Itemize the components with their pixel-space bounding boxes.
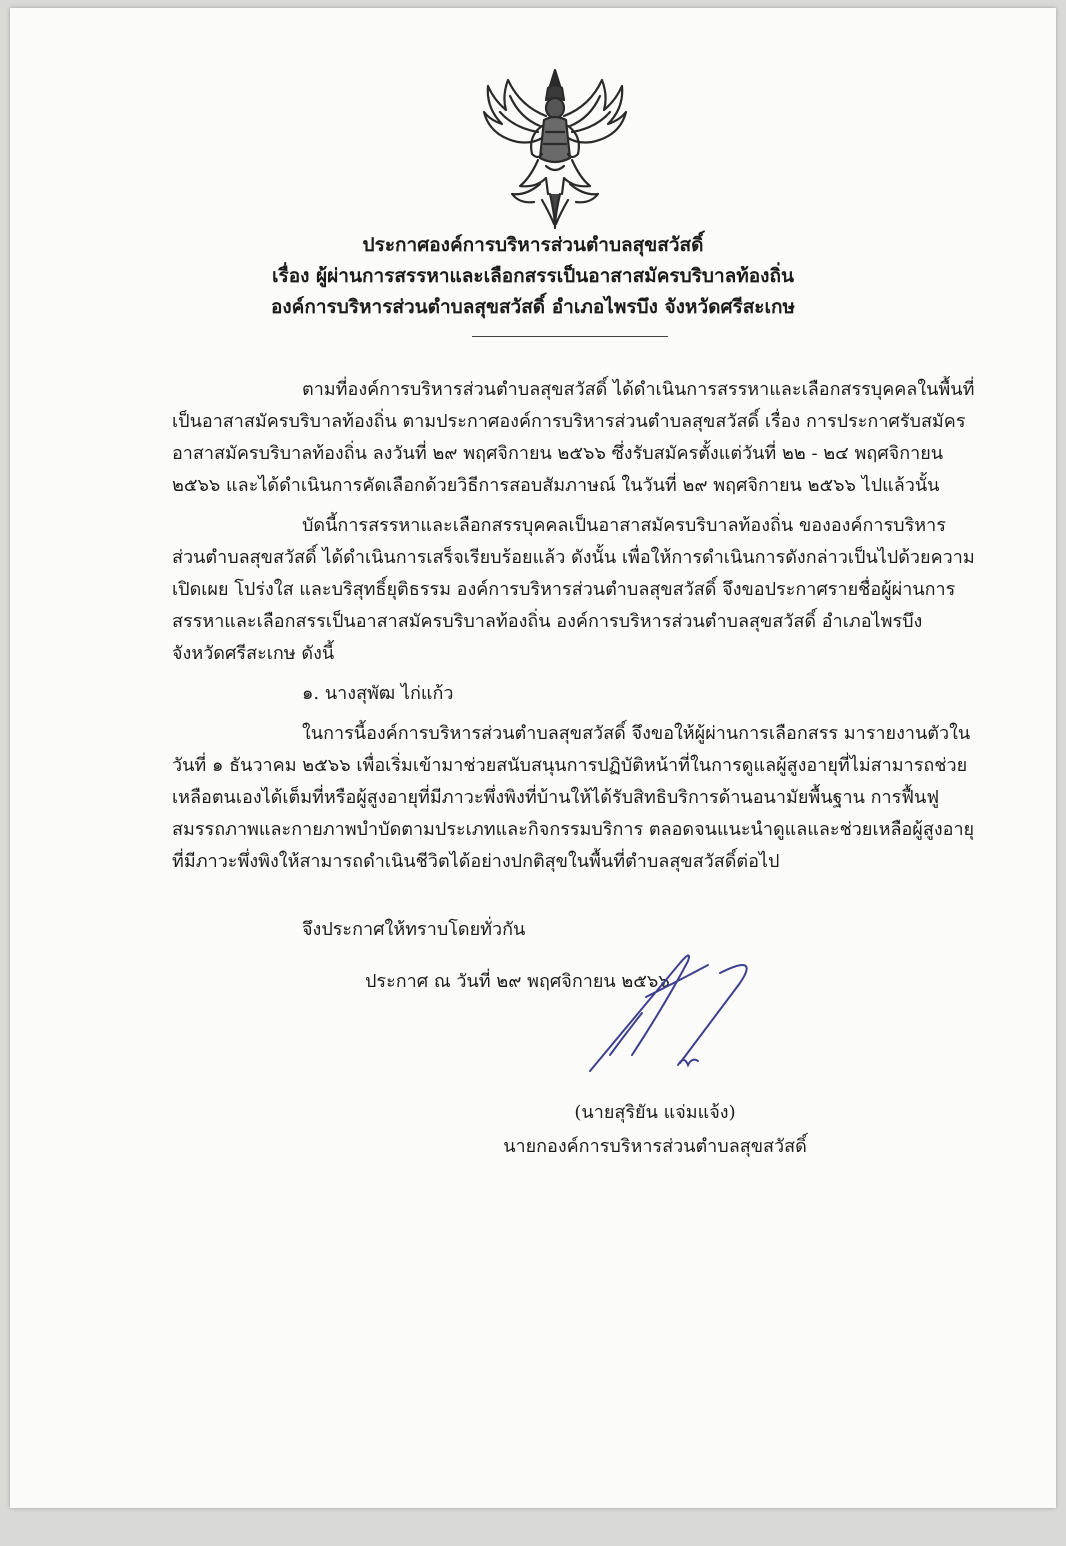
heading-line-1: ประกาศองค์การบริหารส่วนตำบลสุขสวัสดิ์ [362,234,704,256]
paragraph-2: บัดนี้การสรรหาและเลือกสรรบุคคลเป็นอาสาสมัครบริบาลท้องถิ่น ขององค์การบริหารส่วนตำบลสุขสวัสดิ์ ได้ดำเนินการเสร็จเรียบร้อยแล้ว ดังนั้น เพื่อให้การดำเนินการดังกล่าวเป็นไปด้วยความเปิดเผย โปร่งใส และบริสุทธิ์ยุติธรรม องค์การบริหารส่วนตำบลสุขสวัสดิ์ จึงขอประกาศรายชื่อผู้ผ่านการสรรหาและเลือกสรรเป็นอาสาสมัครบริบาลท้องถิ่น องค์การบริหารส่วนตำบลสุขสวัสดิ์ อำเภอไพรบึง จังหวัดศรีสะเกษ ดังนี้ [172,515,975,664]
paragraph-1: ตามที่องค์การบริหารส่วนตำบลสุขสวัสดิ์ ได้ดำเนินการสรรหาและเลือกสรรบุคคลในพื้นที่เป็นอาสาสมัครบริบาลท้องถิ่น ตามประกาศองค์การบริหารส่วนตำบลสุขสวัสดิ์ เรื่อง การประกาศรับสมัครอาสาสมัครบริบาลท้องถิ่น ลงวันที่ ๒๙ พฤศจิกายน ๒๕๖๖ ซึ่งรับสมัครตั้งแต่วันที่ ๒๒ - ๒๔ พฤศจิกายน ๒๕๖๖ และได้ดำเนินการคัดเลือกด้วยวิธีการสอบสัมภาษณ์ ในวันที่ ๒๙ พฤศจิกายน ๒๕๖๖ ไปแล้วนั้น [172,379,975,496]
signer-name: (นายสุริยัน แจ่มแจ้ง) [574,1102,736,1123]
heading-divider [472,336,668,337]
document-page [10,8,1056,1508]
announcement-heading [10,230,1056,323]
handwritten-signature [570,943,770,1083]
closing-statement: จึงประกาศให้ทราบโดยทั่วกัน [302,919,526,940]
announcement-date: ประกาศ ณ วันที่ ๒๙ พฤศจิกายน ๒๕๖๖ [365,971,670,992]
signer-block [500,1096,810,1164]
selected-person-item: ๑. นางสุพัฒ ไก่แก้ว [302,683,454,704]
heading-line-2: เรื่อง ผู้ผ่านการสรรหาและเลือกสรรเป็นอาสาสมัครบริบาลท้องถิ่น [272,265,794,287]
heading-line-3: องค์การบริหารส่วนตำบลสุขสวัสดิ์ อำเภอไพรบึง จังหวัดศรีสะเกษ [270,296,796,318]
signer-position: นายกองค์การบริหารส่วนตำบลสุขสวัสดิ์ [503,1136,807,1157]
paragraph-3: ในการนี้องค์การบริหารส่วนตำบลสุขสวัสดิ์ จึงขอให้ผู้ผ่านการเลือกสรร มารายงานตัวในวันที่ ๑ ธันวาคม ๒๕๖๖ เพื่อเริ่มเข้ามาช่วยสนับสนุนการปฏิบัติหน้าที่ในการดูแลผู้สูงอายุที่ไม่สามารถช่วยเหลือตนเองได้เต็มที่หรือผู้สูงอายุที่มีภาวะพึ่งพิงที่บ้านให้ได้รับสิทธิบริการด้านอนามัยพื้นฐาน การฟื้นฟูสมรรถภาพและกายภาพบำบัดตามประเภทและกิจกรรมบริการ ตลอดจนแนะนำดูแลและช่วยเหลือผู้สูงอายุที่มีภาวะพึ่งพิงให้สามารถดำเนินชีวิตได้อย่างปกติสุขในพื้นที่ตำบลสุขสวัสดิ์ต่อไป [172,723,975,872]
garuda-emblem-icon [480,66,630,231]
announcement-body [172,374,978,886]
